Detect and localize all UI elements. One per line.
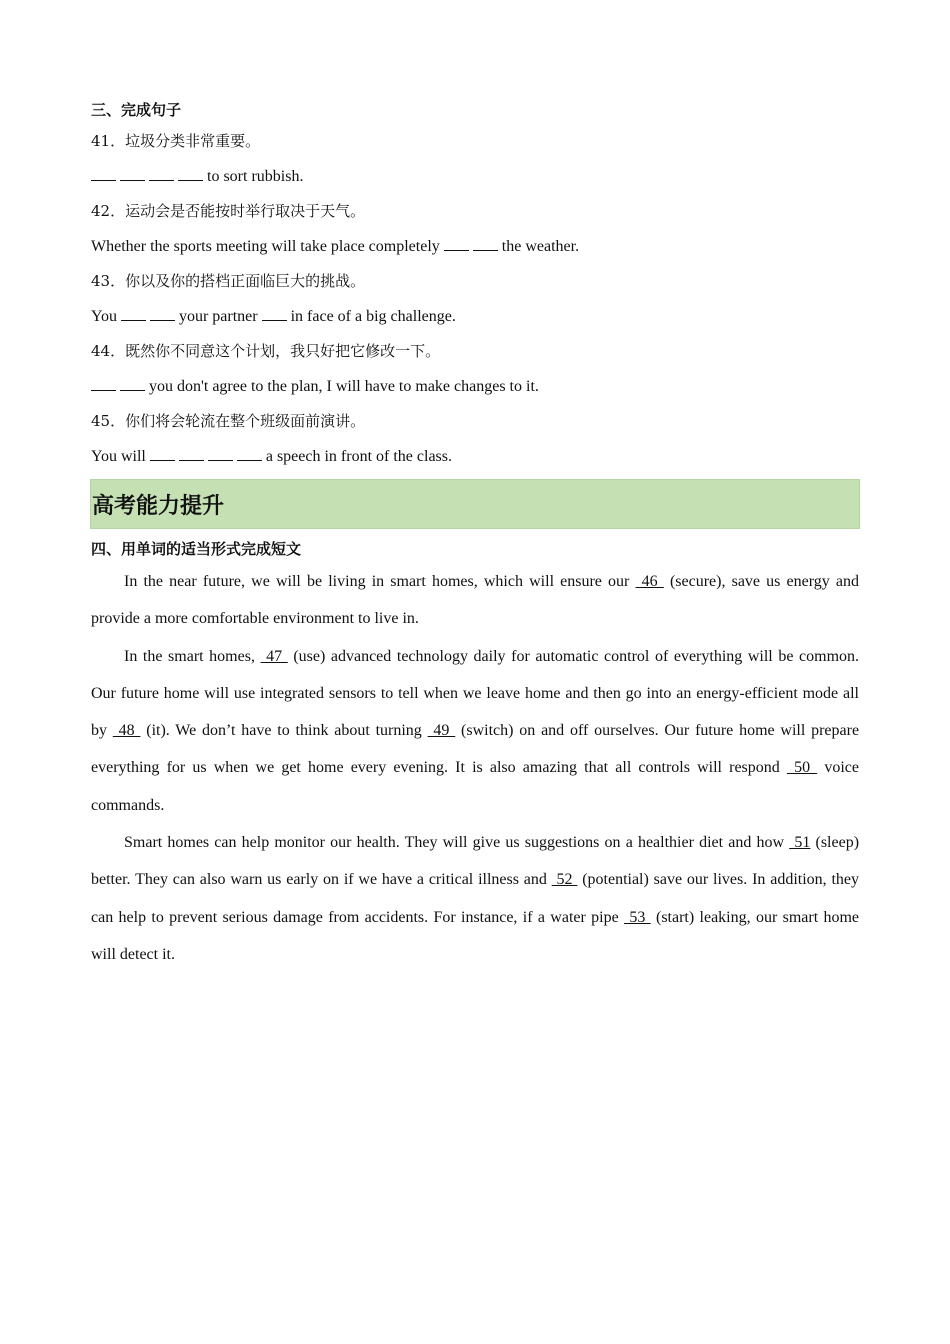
answer-blank xyxy=(150,446,175,461)
answer-blank xyxy=(444,236,469,251)
answer-blank xyxy=(150,306,175,321)
section-banner xyxy=(90,479,860,529)
q43-cn: 43．你以及你的搭档正面临巨大的挑战。 xyxy=(91,272,366,290)
q41-en xyxy=(91,159,859,194)
q44-en-text: you don't agree to the plan, I will have to make changes to it. xyxy=(149,378,539,395)
q43-en xyxy=(91,299,859,334)
passage-paragraph-1 xyxy=(91,563,859,638)
section4-title: 四、用单词的适当形式完成短文 xyxy=(91,540,302,558)
q45-en-pre: You will xyxy=(91,448,146,465)
q45-en-post: a speech in front of the class. xyxy=(265,448,452,465)
answer-blank xyxy=(208,446,233,461)
gap-53: 53 xyxy=(624,908,651,926)
q44-en xyxy=(91,369,859,404)
answer-blank xyxy=(237,446,262,461)
p3-text-a: Smart homes can help monitor our health. They will give us suggestions on a healthier diet and how xyxy=(124,834,785,852)
p3-text-b: (sleep) better. They can also warn us early on if we have a critical illness and xyxy=(91,834,860,889)
p2-text-b: (use) advanced technology daily for automatic control of everything will be common. Our future home will use integrated sensors to tell when we leave home and then go into an energy-efficient mode all by xyxy=(91,647,860,740)
p1-text-a: In the near future, we will be living in smart homes, which will ensure our xyxy=(124,573,630,590)
q43-en-c: in face of a big challenge. xyxy=(290,308,456,325)
answer-blank xyxy=(120,376,145,391)
q45-cn: 45．你们将会轮流在整个班级面前演讲。 xyxy=(91,412,366,430)
gap-48: 48 xyxy=(112,722,141,740)
gap-46: 46 xyxy=(635,573,664,590)
p2-text-e: voice commands. xyxy=(91,759,859,814)
p2-text-d: (switch) on and off ourselves. Our future home will prepare everything for us when we get home every evening. It is also amazing that all controls will respond xyxy=(91,722,860,777)
q42-en xyxy=(91,229,859,264)
q42-en-post: the weather. xyxy=(501,238,580,255)
answer-blank xyxy=(178,166,203,181)
answer-blank xyxy=(91,376,116,391)
banner-title: 高考能力提升 xyxy=(92,493,225,519)
q42-cn: 42．运动会是否能按时举行取决于天气。 xyxy=(91,202,366,220)
q41-en-text: to sort rubbish. xyxy=(207,168,304,185)
p1-text-b: (secure), save us energy and provide a more comfortable environment to live in. xyxy=(91,573,860,628)
answer-blank xyxy=(120,166,145,181)
answer-blank xyxy=(91,166,116,181)
passage-paragraph-3 xyxy=(91,824,859,973)
answer-blank xyxy=(179,446,204,461)
gap-49: 49 xyxy=(427,722,456,740)
q43-en-a: You xyxy=(91,308,117,325)
p3-text-d: (start) leaking, our smart home will detect it. xyxy=(91,908,860,963)
answer-blank xyxy=(149,166,174,181)
gap-47: 47 xyxy=(260,647,288,665)
p3-text-c: (potential) save our lives. In addition, they can help to prevent serious damage from accidents. For instance, if a water pipe xyxy=(91,871,860,926)
q43-en-b: your partner xyxy=(178,308,258,325)
answer-blank xyxy=(121,306,146,321)
p2-text-a: In the smart homes, xyxy=(124,647,255,665)
gap-52: 52 xyxy=(551,871,578,889)
passage-paragraph-2 xyxy=(91,638,859,824)
answer-blank xyxy=(473,236,498,251)
answer-blank xyxy=(262,306,287,321)
q44-cn: 44．既然你不同意这个计划，我只好把它修改一下。 xyxy=(91,342,441,360)
document-page xyxy=(91,96,859,973)
gap-50: 50 xyxy=(786,759,818,777)
section3-title: 三、完成句子 xyxy=(91,101,182,119)
q42-en-pre: Whether the sports meeting will take place completely xyxy=(91,238,440,255)
q41-cn: 41．垃圾分类非常重要。 xyxy=(91,132,261,150)
p2-text-c: (it). We don’t have to think about turning xyxy=(146,722,422,740)
q45-en xyxy=(91,439,859,474)
gap-51: 51 xyxy=(789,834,811,852)
